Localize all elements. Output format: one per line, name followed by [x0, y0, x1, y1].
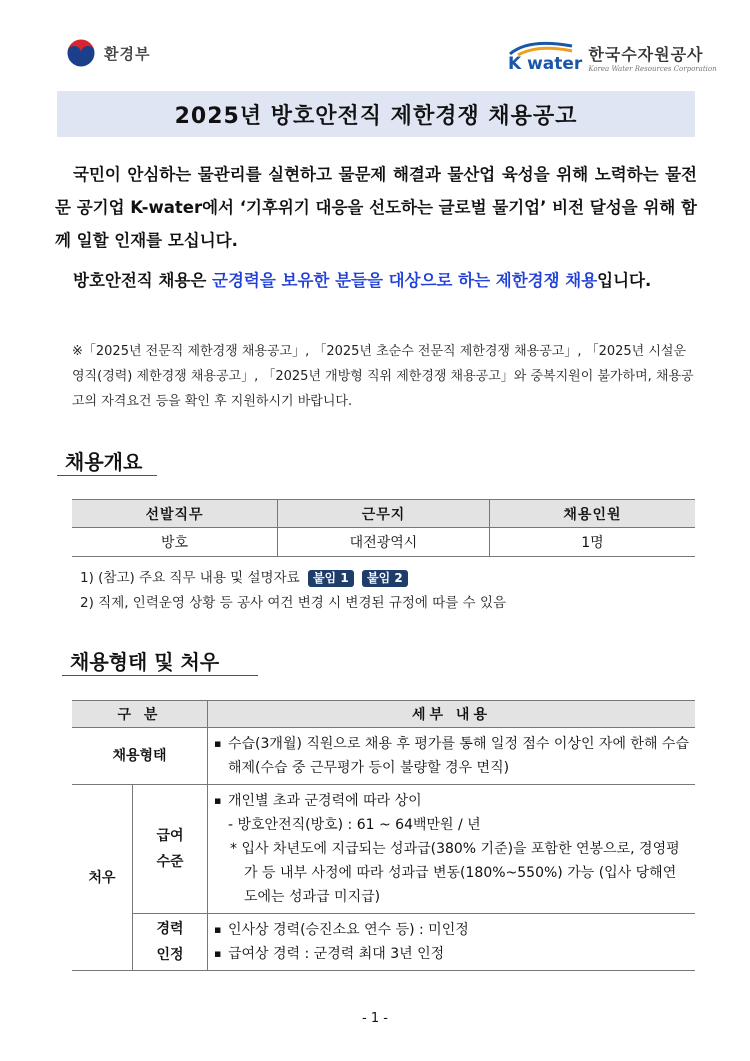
- salary-note: * 입사 차년도에 지급되는 성과급(380% 기준)을 포함한 연봉으로, 경영평가 등 내부 사정에 따라 성과급 변동(180%~550%) 가능 (입사 당해연도에는 성과급 미지급): [230, 841, 680, 905]
- table-row: [72, 785, 695, 914]
- overview-header-row: [72, 500, 695, 528]
- salary-label: [133, 785, 208, 914]
- intro-paragraph-1: 국민이 안심하는 물관리를 실현하고 물문제 해결과 물산업 육성을 위해 노력하는 물전문 공기업 K-water에서 ‘기후위기 대응을 선도하는 글로벌 물기업’ 비전 달성을 위해 함께 일할 인재를 모십니다.: [55, 165, 697, 250]
- kwater-org-name-en: Korea Water Resources Corporation: [588, 65, 717, 73]
- col-category: 구 분: [72, 701, 208, 728]
- salary-bullet: ▪ 개인별 초과 군경력에 따라 상이: [214, 789, 689, 813]
- intro-p2-highlight: 군경력을 보유한 분들을 대상으로 하는 제한경쟁 채용: [212, 271, 598, 290]
- intro-p2-before: 방호안전직 채용은: [73, 271, 213, 290]
- footnote-2: 2) 직제, 인력운영 상황 등 공사 여건 변경 시 변경된 규정에 따를 수 있음: [80, 595, 507, 611]
- table-row: [72, 528, 695, 557]
- employment-type-text: ▪ 수습(3개월) 직원으로 채용 후 평가를 통해 일정 점수 이상인 자에 한해 수습해제(수습 중 근무평가 등이 불량할 경우 면직): [214, 732, 689, 780]
- col-job: 선발직무: [72, 500, 278, 528]
- col-headcount: 채용인원: [489, 500, 695, 528]
- career-label-line1: 경력: [156, 921, 184, 937]
- section-heading-treatment-text: 채용형태 및 처우: [62, 646, 258, 676]
- page-title: 2025년 방호안전직 제한경쟁 채용공고: [57, 91, 695, 137]
- footnote-1: [80, 566, 408, 591]
- page-number: - 1 -: [362, 1011, 388, 1026]
- intro-paragraph-2: [55, 264, 697, 297]
- kwater-brand-text: K water: [508, 54, 583, 74]
- career-label: [133, 914, 208, 971]
- table-row: [72, 728, 695, 785]
- career-label-line2: 인정: [156, 947, 184, 963]
- footnote-1-text: 1) (참고) 주요 직무 내용 및 설명자료: [80, 570, 300, 586]
- col-detail: 세부 내용: [208, 701, 696, 728]
- col-location: 근무지: [278, 500, 490, 528]
- attachment-1-badge[interactable]: 붙임 1: [308, 570, 354, 587]
- career-bullet-1: ▪ 인사상 경력(승진소요 연수 등) : 미인정: [214, 918, 689, 942]
- ministry-name: 환경부: [104, 44, 151, 63]
- table-row: [72, 914, 695, 971]
- duplicate-apply-note: ※「2025년 전문직 제한경쟁 채용공고」, 「2025년 초순수 전문직 제한경쟁 채용공고」, 「2025년 시설운영직(경력) 제한경쟁 채용공고」, 「2025년 개방형 직위 제한경쟁 채용공고」와 중복지원이 불가하며, 채용공고의 자격요건 등을 확인 후 지원하시기 바랍니다.: [72, 344, 694, 409]
- career-detail: [208, 914, 696, 971]
- kwater-brand: [508, 40, 582, 73]
- salary-range: - 방호안전직(방호) : 61 ~ 64백만원 / 년: [228, 817, 481, 833]
- cell-job: 방호: [72, 528, 278, 557]
- section-heading-overview-text: 채용개요: [57, 446, 157, 476]
- treatment-table: [72, 700, 695, 971]
- kwater-logo: [508, 40, 717, 73]
- salary-label-line1: 급여: [156, 828, 184, 844]
- ministry-logo: [66, 38, 150, 68]
- treatment-label: 처우: [72, 785, 133, 971]
- treatment-header-row: [72, 701, 695, 728]
- taegeuk-emblem-icon: [66, 38, 96, 68]
- section-heading-treatment: [62, 646, 258, 676]
- employment-type-detail: [208, 728, 696, 785]
- employment-type-label: 채용형태: [72, 728, 208, 785]
- overview-table: [72, 499, 695, 557]
- kwater-org-name: 한국수자원공사: [588, 45, 704, 64]
- cell-location: 대전광역시: [278, 528, 490, 557]
- salary-detail: [208, 785, 696, 914]
- intro-p2-after: 입니다.: [597, 271, 652, 290]
- cell-headcount: 1명: [489, 528, 695, 557]
- career-bullet-2: ▪ 급여상 경력 : 군경력 최대 3년 인정: [214, 942, 689, 966]
- salary-label-line2: 수준: [156, 854, 184, 870]
- attachment-2-badge[interactable]: 붙임 2: [362, 570, 408, 587]
- section-heading-overview: [57, 446, 157, 476]
